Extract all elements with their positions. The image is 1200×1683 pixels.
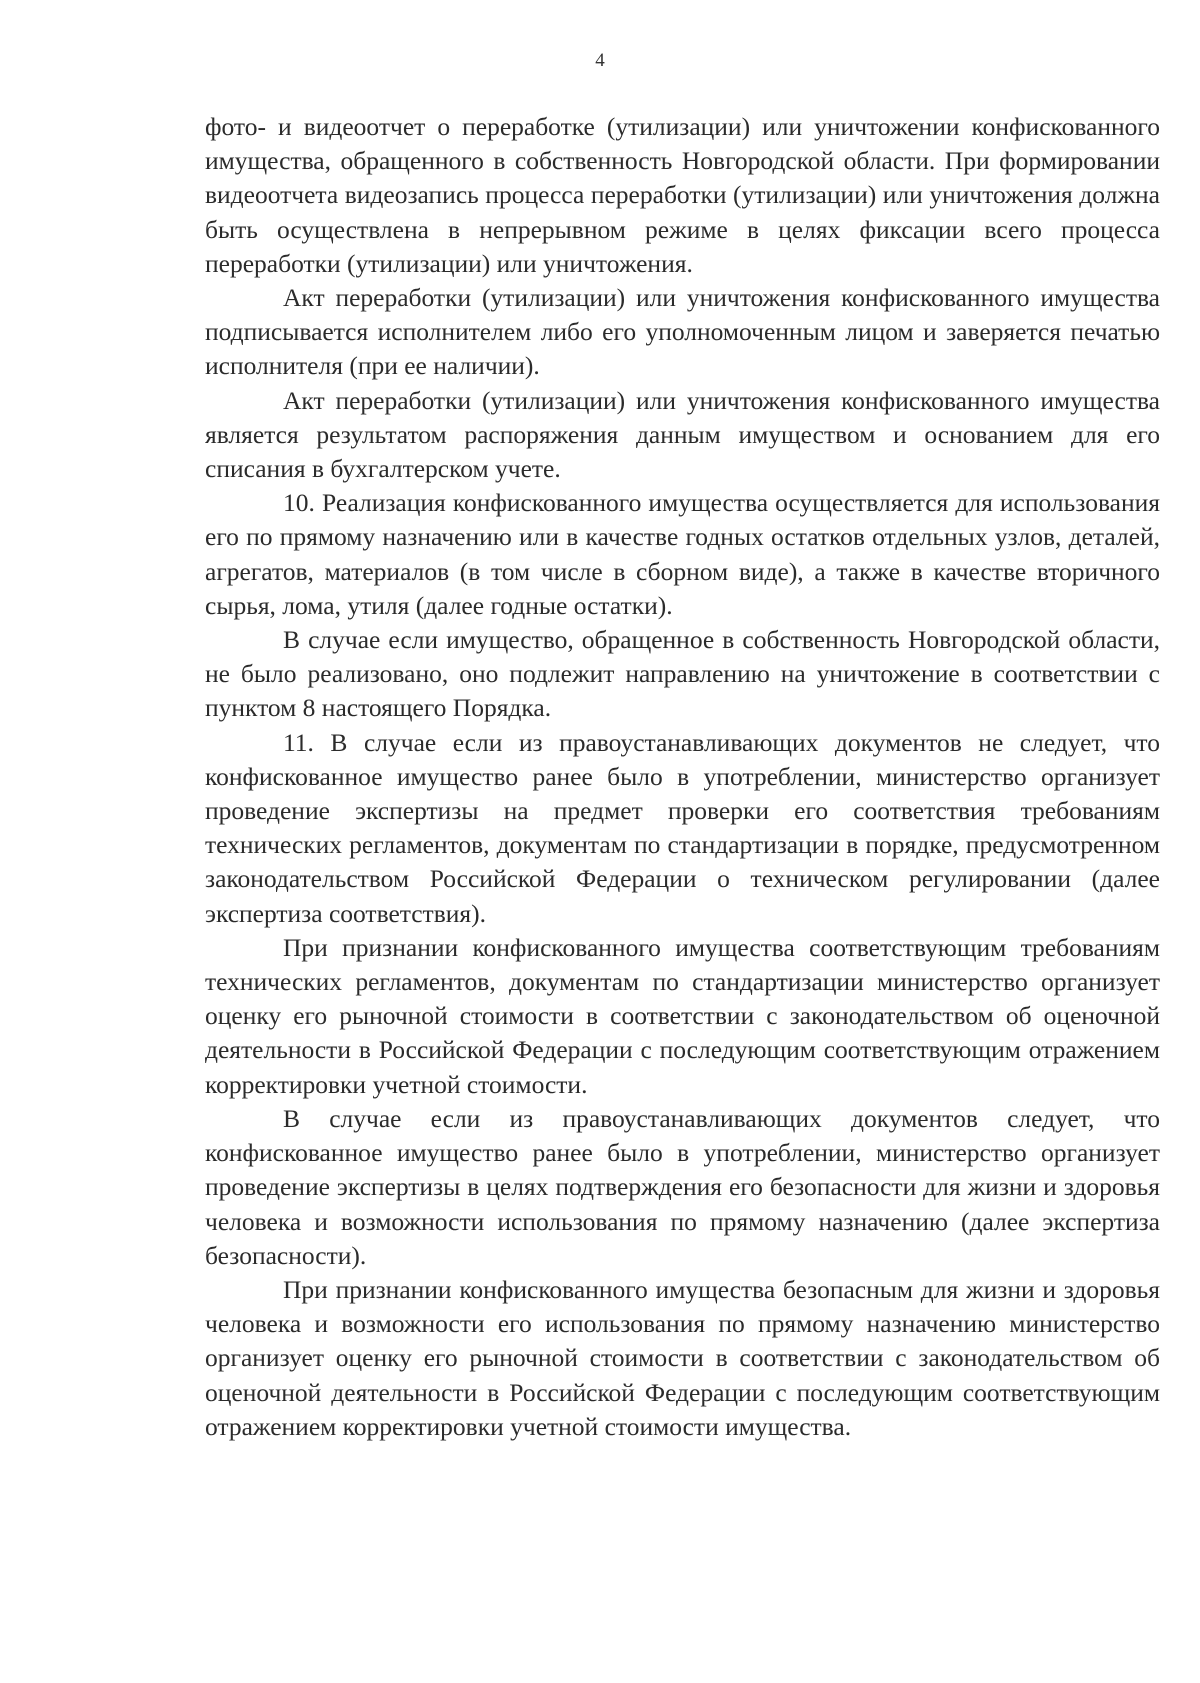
paragraph-safety-valuation: При признании конфискованного имущества безопасным для жизни и здоровья человека и возможности его использования по прямому назначению министерство организует оценку его рыночной стоимости в соответствии с законодательством об оценочной деятельности в Российской Федерации с последующим соответствующим отражением корректировки учетной стоимости имущества. (205, 1274, 1160, 1441)
paragraph-act-signing: Акт переработки (утилизации) или уничтожения конфискованного имущества подписывается исполнителем либо его уполномоченным лицом и заверяется печатью исполнителя (при ее наличии). (205, 283, 1160, 381)
paragraph-conformity-valuation: При признании конфискованного имущества соответствующим требованиям технических регламентов, документам по стандартизации министерство организует оценку его рыночной стоимости в соответствии с законодательством об оценочной деятельности в Российской Федерации с последующим соответствующим отражением корректировки учетной стоимости. (205, 932, 1160, 1099)
paragraph-item-10: 10. Реализация конфискованного имущества осуществляется для использования его по прямому назначению или в качестве годных остатков отдельных узлов, деталей, агрегатов, материалов (в том числе в сборном виде), а также в качестве вторичного сырья, лома, утиля (далее годные остатки). (205, 488, 1160, 620)
document-body (205, 110, 1160, 1444)
paragraph-photo-video-report: фото- и видеоотчет о переработке (утилизации) или уничтожении конфискованного имущества, обращенного в собственность Новгородской области. При формировании видеоотчета видеозапись процесса переработки (утилизации) или уничтожения должна быть осуществлена в непрерывном режиме в целях фиксации всего процесса переработки (утилизации) или уничтожения. (205, 112, 1160, 278)
page-number: 4 (595, 50, 605, 71)
paragraph-item-11: 11. В случае если из правоустанавливающих документов не следует, что конфискованное имущество ранее было в употреблении, министерство организует проведение экспертизы на предмет проверки его соответствия требованиям технических регламентов, документам по стандартизации в порядке, предусмотренном законодательством Российской Федерации о техническом регулировании (далее экспертиза соответствия). (205, 727, 1160, 928)
paragraph-used-property-expertise: В случае если из правоустанавливающих документов следует, что конфискованное имущество ранее было в употреблении, министерство организует проведение экспертизы в целях подтверждения его безопасности для жизни и здоровья человека и возможности использования по прямому назначению (далее экспертиза безопасности). (205, 1103, 1160, 1270)
paragraph-unsold-property: В случае если имущество, обращенное в собственность Новгородской области, не было реализовано, оно подлежит направлению на уничтожение в соответствии с пунктом 8 настоящего Порядка. (205, 625, 1160, 723)
paragraph-act-basis: Акт переработки (утилизации) или уничтожения конфискованного имущества является результатом распоряжения данным имуществом и основанием для его списания в бухгалтерском учете. (205, 385, 1160, 484)
